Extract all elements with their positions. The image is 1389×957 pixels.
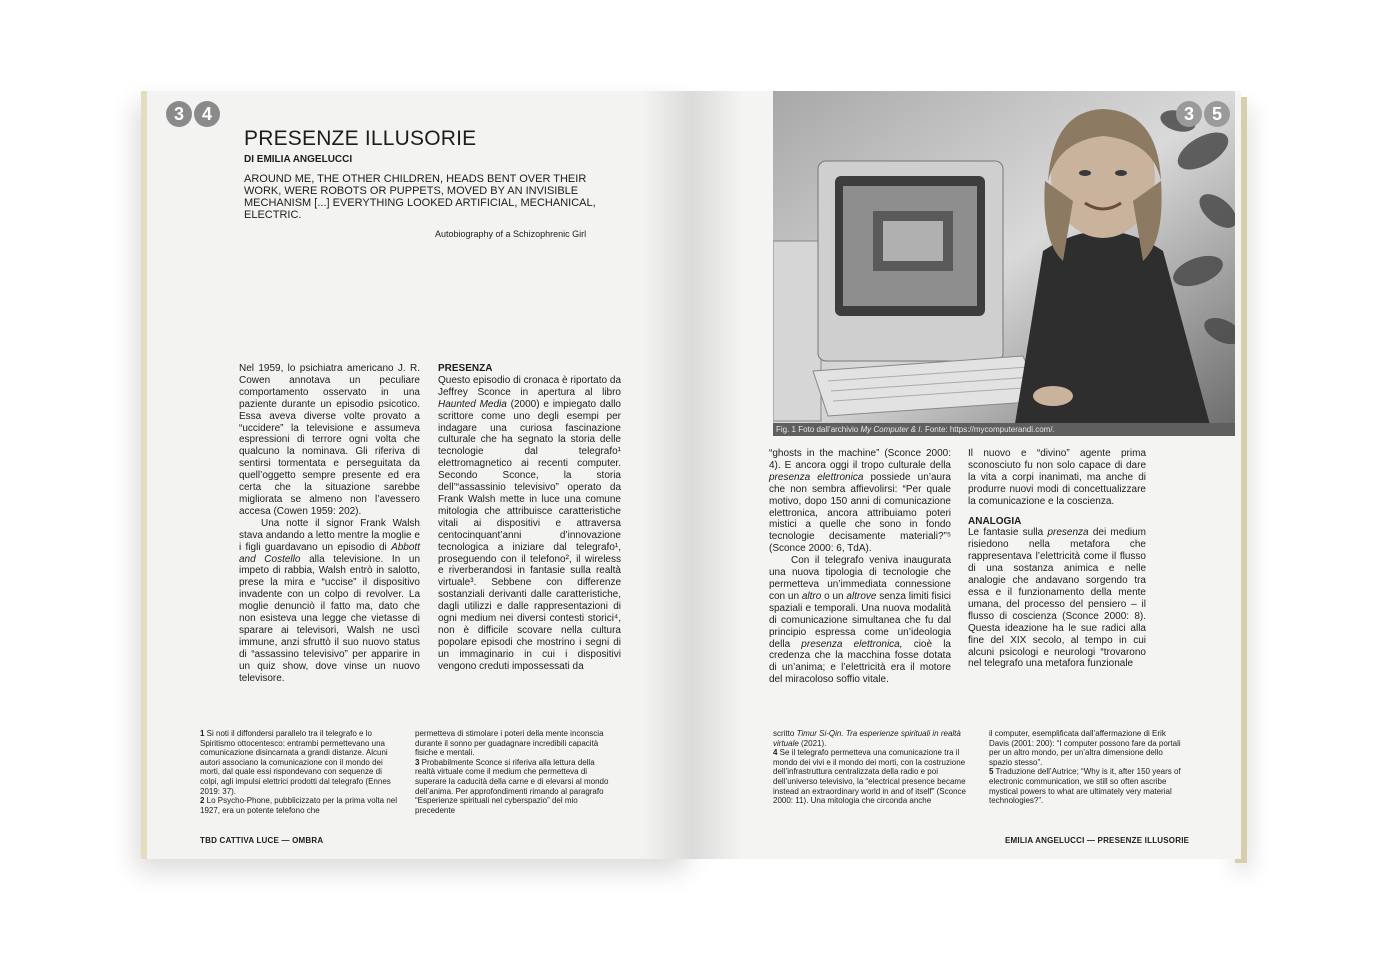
footnotes-column-1 [200, 729, 398, 815]
photo-illustration [773, 91, 1235, 436]
page-number-right [1176, 101, 1230, 127]
section-heading-presenza: PRESENZA [438, 363, 493, 374]
footnote-1: 1 Si noti il diffondersi parallelo tra il telegrafo e lo Spiritismo ottocentesco: entrambi permettevano una comunicazione disincarnata a grandi distanze. Alcuni autori associano la comunicazione con il mondo dei morti, dal quale essi rispondevano con sequenze di colpi, agli impulsi elettrici prodotti dal telegrafo (Ennes 2019: 37). [200, 729, 391, 796]
footnotes-column-3 [773, 729, 973, 806]
paragraph: “ghosts in the machine” (Sconce 2000: 4). E ancora oggi il tropo culturale della presenza elettronica possiede un’aura che non sembra affievolirsi: “Per quale motivo, dopo 150 anni di comunicazione elettronica, ancora attribuiamo poteri mistici a quelle che sono in fondo tecnologie decisamente materiali?”⁵ (Sconce 2000: 6, TdA). [769, 448, 951, 555]
body-column-1 [239, 363, 420, 684]
computer-tower [773, 241, 821, 421]
epigraph-source: Autobiography of a Schizophrenic Girl [435, 229, 587, 239]
footnote-2: 2 Lo Psycho-Phone, pubblicizzato per la prima volta nel 1927, era un potente telefono che [200, 796, 398, 815]
archive-photo [773, 91, 1235, 436]
paragraph: Con il telegrafo veniva inaugurata una nuova tipologia di tecnologie che permetteva un’immediata connessione con un altro o un altrove senza limiti fisici spaziali e temporali. Una nuova modalità di comunicazione simultanea che fu dal principio espressa come un’ideologia della presenza elettronica, cioè la credenza che la macchina fosse dotata di un’anima; e l’elettricità era il motore del miracoloso soffio vitale. [769, 555, 951, 686]
left-page [141, 91, 693, 859]
body-column-3 [769, 448, 951, 686]
section-heading-analogia: ANALOGIA [968, 515, 1022, 527]
epigraph-quote: AROUND ME, THE OTHER CHILDREN, HEADS BENT OVER THEIR WORK, WERE ROBOTS OR PUPPETS, MOVED BY AN INVISIBLE MECHANISM [...] EVERYTHING LOOKED ARTIFICIAL, MECHANICAL, ELECTRIC. [244, 173, 596, 221]
running-footer-right: EMILIA ANGELUCCI — PRESENZE ILLUSORIE [1005, 836, 1190, 845]
footnotes-column-4 [989, 729, 1183, 806]
running-footer-left: TBD CATTIVA LUCE — OMBRA [200, 836, 324, 845]
footnote-4: 4 Se il telegrafo permetteva una comunicazione tra il mondo dei vivi e il mondo dei morti, con la costruzione dell’infrastruttura centralizzata della radio e poi dell’universo televisivo, la “electrical presence became instead an extraordinary world in and of itself” (Sconce 2000: 11). Una mitologia che circonda anche [773, 748, 966, 806]
photo-caption: Fig. 1 Foto dall’archivio My Computer & I. Fonte: https://mycomputerandi.com/. [773, 423, 1235, 436]
article-byline: DI EMILIA ANGELUCCI [244, 154, 353, 165]
footnote-3-continued: scritto Timur Si-Qin. Tra esperienze spirituali in realtà virtuale (2021). [773, 729, 961, 748]
right-page [693, 91, 1241, 859]
body-column-4 [968, 448, 1146, 670]
page-number-digit: 3 [1176, 101, 1202, 127]
footnote-4-continued: il computer, esemplificata dall’affermazione di Erik Davis (2001: 200): “I computer possono fare da portali per un altro mondo, per un’altra dimensione dello spazio stesso”. [989, 729, 1181, 767]
footnote-5: 5 Traduzione dell’Autrice; “Why is it, after 150 years of electronic communication, we still so often ascribe mystical powers to what are ultimately very material technologies?”. [989, 767, 1181, 806]
paragraph: Nel 1959, lo psichiatra americano J. R. Cowen annotava un peculiare comportamento osservato in una paziente durante un episodio psicotico. Essa aveva diverse volte provato a “uccidere” la televisione e assumeva espressioni di terrore ogni volta che qualcuno la nominava. Gli riferiva di sentirsi tormentata e perseguitata da quell’oggetto sempre presente ed era certa che la situazione sarebbe migliorata se almeno non l’avessero accesa (Cowen 1959: 202). [239, 363, 420, 517]
paragraph: Le fantasie sulla presenza dei medium risiedono nella metafora che rappresentava l’elettricità come il flusso di una sostanza animica e nelle analogie che andavano sorgendo tra essa e il funzionamento della mente umana, del processo del pensiero – il flusso di coscienza (Sconce 2000: 8). Questa ideazione ha le sue radici alla fine del XIX secolo, al tempo in cui alcuni psicologi e neurologi “trovarono nel telegrafo una metafora funzionale [968, 527, 1146, 670]
page-number-digit: 3 [166, 101, 192, 127]
magazine-spread [141, 91, 1247, 863]
article-title: PRESENZE ILLUSORIE [244, 127, 477, 150]
footnotes-column-2 [415, 729, 613, 815]
paragraph: Questo episodio di cronaca è riportato da Jeffrey Sconce in apertura al libro Haunted Media (2000) e impiegato dallo scrittore come uno degli esempi per indagare una curiosa fascinazione culturale che ha segnato la storia delle tecnologie dal telegrafo¹ elettromagnetico ai recenti computer. Secondo Sconce, la storia dell’“assassinio televisivo” operato da Frank Walsh mette in luce una comune mitologia che attribuisce caratteristiche vitali ai dispositivi e attraversa centocinquant’anni d’innovazione tecnologica a iniziare dal telegrafo¹, proseguendo con il telefono², il wireless e riverberandosi in fantasie sulla realtà virtuale³. Sebbene con differenze sostanziali derivanti dalle caratteristiche, dagli utilizzi e dalle rappresentazioni di ogni medium nei diversi contesti storici⁴, non è difficile scovare nella cultura popolare episodi che mostrino i segni di un immaginario in cui i dispositivi vengono creduti impossessati da [438, 374, 621, 672]
gutter-shadow [693, 91, 743, 859]
page-number-digit: 4 [194, 101, 220, 127]
gutter-shadow [643, 91, 693, 859]
page-number-digit: 5 [1204, 101, 1230, 127]
footnote-2-continued: permetteva di stimolare i poteri della mente inconscia durante il sonno per guadagnare incredibili capacità fisiche e mentali. [415, 729, 604, 758]
paragraph: Una notte il signor Frank Walsh stava andando a letto mentre la moglie e i figli guardavano un episodio di Abbott and Costello alla televisione. In un impeto di rabbia, Walsh entrò in salotto, prese la mira e “uccise” il dispositivo invadente con un colpo di revolver. La moglie denunciò il fatto ma, dato che non esisteva una legge che vietasse di sparare ai televisori, Walsh ne uscì immune, anzi sfruttò il suo nuovo status di “assassino televisivo” per apparire in un quiz show, dove vinse un nuovo televisore. [239, 517, 421, 684]
body-column-2 [438, 363, 621, 673]
paragraph: Il nuovo e “divino” agente prima sconosciuto fu non solo capace di dare la vita a corpi inanimati, ma anche di produrre nuovi modi di concettualizzare la comunicazione e la coscienza. [968, 448, 1146, 507]
footnote-3: 3 Probabilmente Sconce si riferiva alla lettura della realtà virtuale come il medium che permetteva di superare la caducità della carne e di elevarsi al mondo dell’anima. Per approfondimenti rimando al paragrafo “Esperienze spirituali nel cyberspazio” del mio precedente [415, 757, 609, 815]
page-number-left [166, 101, 220, 127]
